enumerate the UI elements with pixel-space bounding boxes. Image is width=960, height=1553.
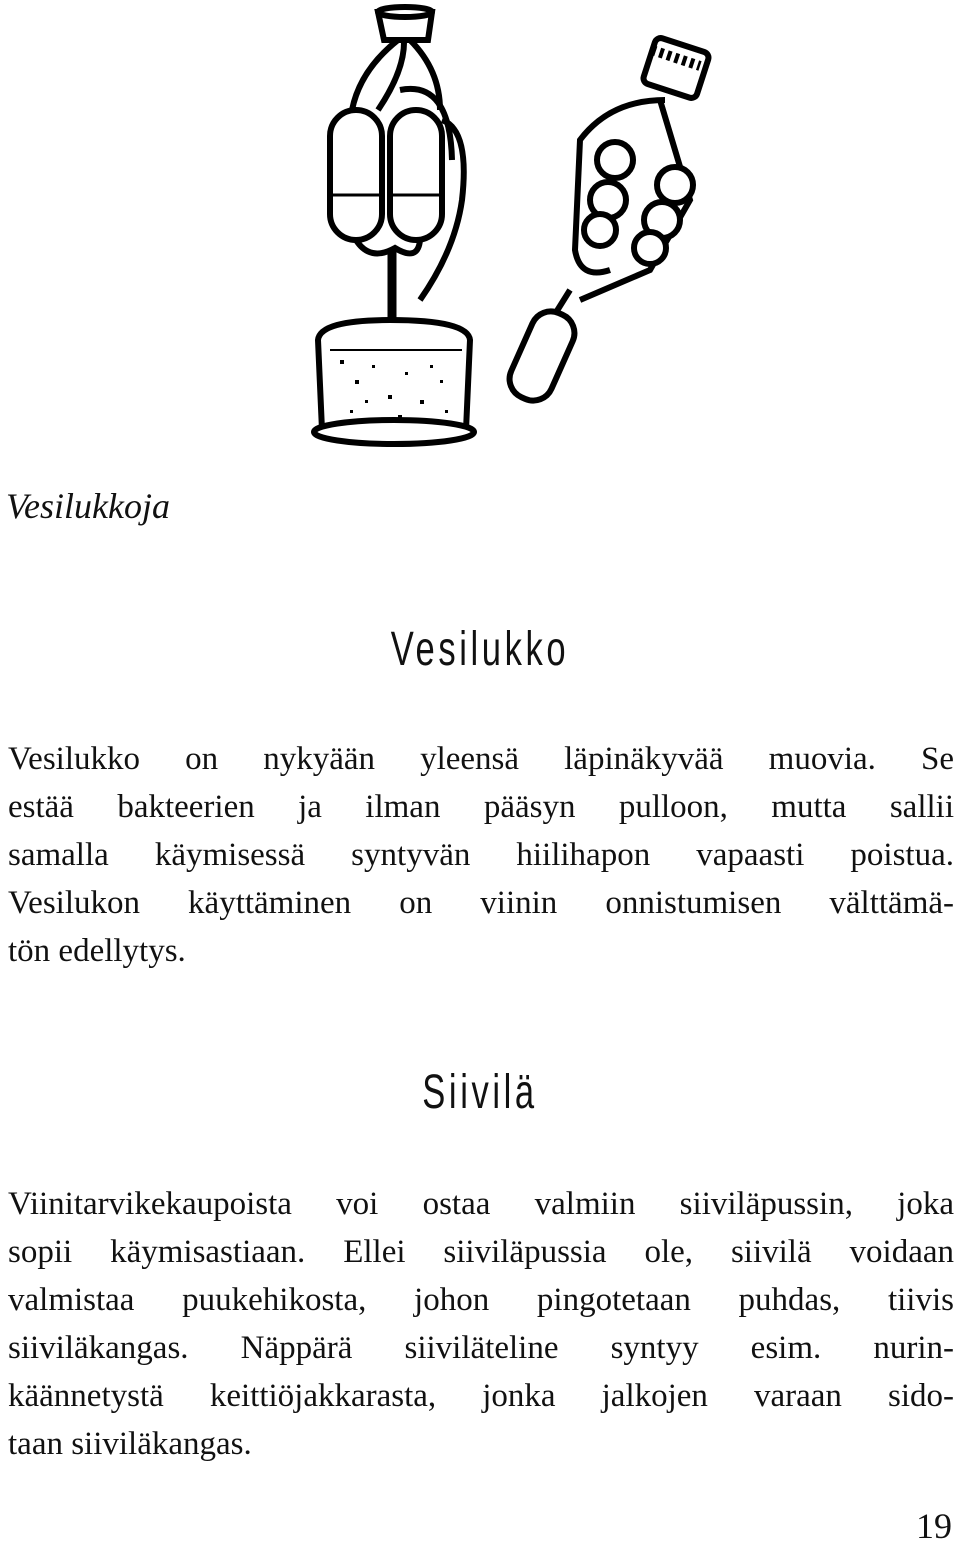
text-line: valmistaa puukehikosta, johon pingotetaan puhdas, tiivis (8, 1282, 954, 1318)
text-line: siiviläkangas. Näppärä siiviläteline syntyy esim. nurin- (8, 1330, 954, 1366)
text-line: estää bakteerien ja ilman pääsyn pulloon, mutta sallii (8, 789, 954, 825)
paragraph-vesilukko (8, 735, 954, 975)
text-line: tön edellytys. (8, 933, 186, 969)
text-line: käännetystä keittiöjakkarasta, jonka jalkojen varaan sido- (8, 1378, 954, 1414)
text-line: taan siiviläkangas. (8, 1426, 252, 1462)
water-lock-illustration (300, 0, 960, 455)
text-line: Vesilukon käyttäminen on viinin onnistumisen välttämä- (8, 885, 954, 921)
section-heading-vesilukko: Vesilukko (390, 623, 570, 676)
section-heading-siivila: Siivilä (422, 1066, 538, 1119)
page-number: 19 (916, 1506, 952, 1546)
text-line: Viinitarvikekaupoista voi ostaa valmiin siiviläpussin, joka (8, 1186, 954, 1222)
text-line: Vesilukko on nykyään yleensä läpinäkyvää muovia. Se (8, 741, 954, 777)
paragraph-siivila (8, 1180, 954, 1468)
text-line: samalla käymisessä syntyvän hiilihapon vapaasti poistua. (8, 837, 954, 873)
text-line: sopii käymisastiaan. Ellei siiviläpussia ole, siivilä voidaan (8, 1234, 954, 1270)
figure-caption: Vesilukkoja (6, 486, 170, 526)
ball-airlock-drawing (503, 37, 710, 407)
double-bubble-airlock-drawing (314, 7, 474, 444)
